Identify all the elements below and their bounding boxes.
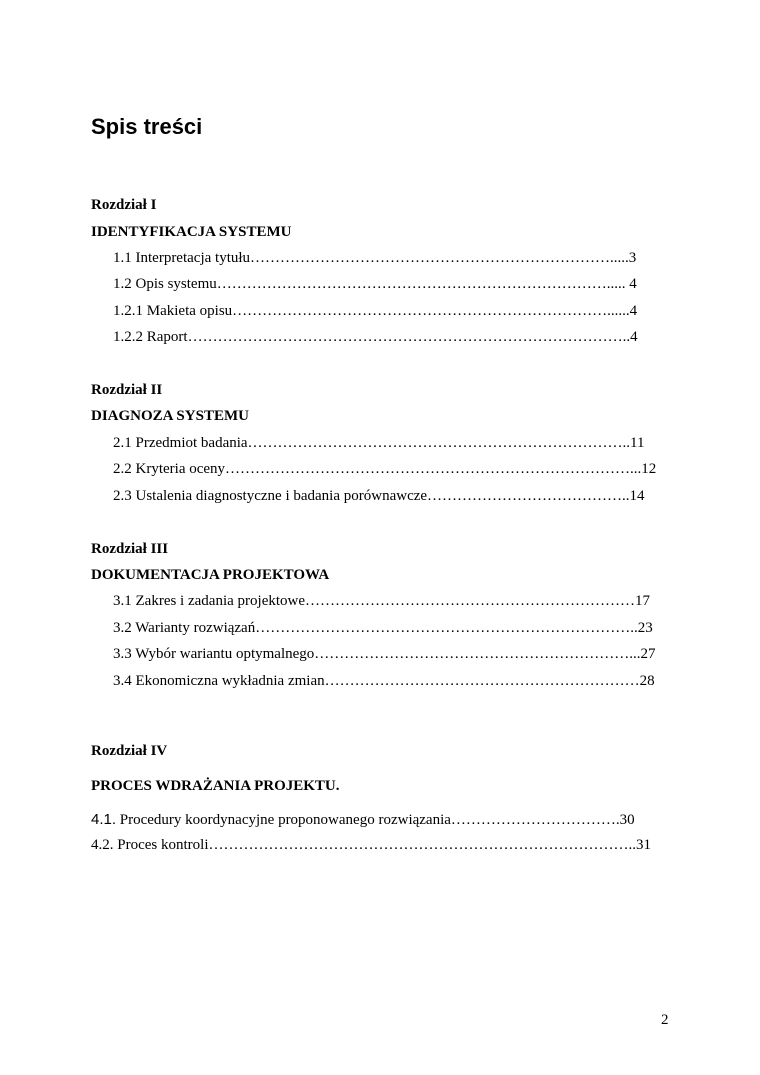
chapter-3-label: Rozdział III (91, 541, 169, 557)
chapter-2-label: Rozdział II (91, 382, 163, 398)
toc-entry[interactable]: 2.2 Kryteria oceny………………………………………………………………………...12 (113, 461, 657, 477)
page-number: 2 (661, 1012, 669, 1028)
toc-entry[interactable]: 2.3 Ustalenia diagnostyczne i badania porównawcze…………………………………..14 (113, 488, 645, 504)
toc-entry[interactable]: 2.1 Przedmiot badania…………………………………………………………………..11 (113, 435, 645, 451)
toc-entry[interactable]: 3.4 Ekonomiczna wykładnia zmian………………………………………………………28 (113, 673, 655, 689)
toc-entry[interactable]: 1.2.1 Makieta opisu…………………………………………………………………......4 (113, 303, 638, 319)
toc-entry[interactable]: 3.1 Zakres i zadania projektowe…………………………………………………………17 (113, 593, 651, 609)
chapter-1-label: Rozdział I (91, 197, 157, 213)
toc-entry[interactable]: 3.3 Wybór wariantu optymalnego………………………………………………………...27 (113, 646, 656, 662)
toc-entry[interactable]: 1.2 Opis systemu……………………………………………………………………..... 4 (113, 276, 637, 292)
chapter-4-heading: PROCES WDRAŻANIA PROJEKTU. (91, 778, 340, 794)
chapter-3-heading: DOKUMENTACJA PROJEKTOWA (91, 567, 330, 583)
toc-entry[interactable] (91, 811, 635, 829)
chapter-2-heading: DIAGNOZA SYSTEMU (91, 408, 249, 424)
toc-entry[interactable]: 3.2 Warianty rozwiązań…………………………………………………………………..23 (113, 620, 653, 636)
toc-entry[interactable]: 4.2. Proces kontroli…………………………………………………………………………..31 (91, 837, 651, 853)
toc-entry[interactable]: 1.1 Interpretacja tytułu……………………………………………………………….....3 (113, 250, 637, 266)
toc-entry[interactable]: 1.2.2 Raport……………………………………………………………………………..4 (113, 329, 638, 345)
chapter-1-heading: IDENTYFIKACJA SYSTEMU (91, 224, 292, 240)
toc-title: Spis treści (91, 114, 203, 139)
toc-entry-number: 4.1. (91, 811, 117, 828)
chapter-4-label: Rozdział IV (91, 743, 168, 759)
toc-entry-text: Procedury koordynacyjne proponowanego rozwiązania…………………………….30 (116, 812, 635, 828)
